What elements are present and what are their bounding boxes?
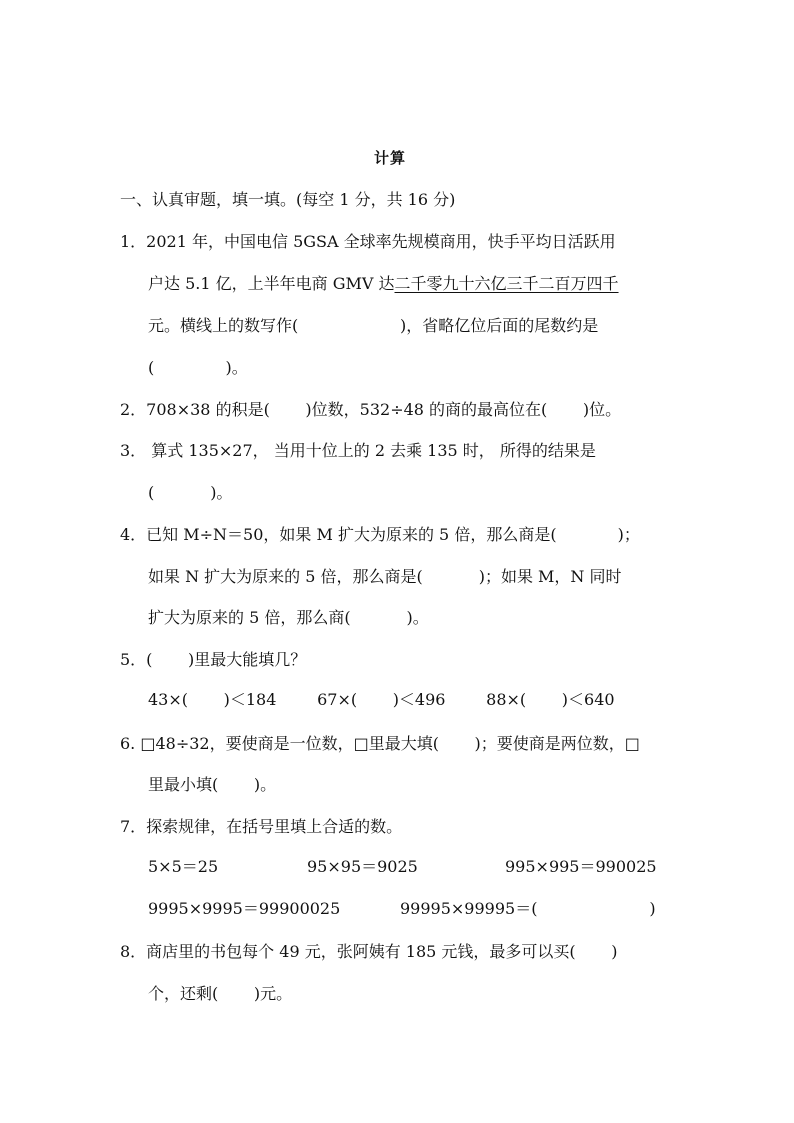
pattern-equation-4: 9995×9995＝99900025 [148, 899, 341, 918]
question-1-line-1: 1．2021 年，中国电信 5GSA 全球率先规模商用，快手平均日活跃用 [120, 232, 616, 251]
question-6-line-1: 6. □48÷32，要使商是一位数，□里最大填( )；要使商是两位数，□ [120, 734, 640, 753]
question-1-line-3: 元。横线上的数写作( )，省略亿位后面的尾数约是 [148, 316, 599, 335]
question-3-line-2: ( )。 [148, 483, 233, 502]
section-heading: 一、认真审题，填一填。(每空 1 分，共 16 分) [120, 190, 456, 209]
question-3-line-1: 3． 算式 135×27， 当用十位上的 2 去乘 135 时， 所得的结果是 [120, 441, 596, 460]
question-7-line-1: 7．探索规律，在括号里填上合适的数。 [120, 817, 403, 836]
question-2-line-1: 2．708×38 的积是( )位数，532÷48 的商的最高位在( )位。 [120, 400, 622, 419]
question-1-line-4: ( )。 [148, 358, 248, 377]
question-4-line-1: 4．已知 M÷N＝50，如果 M 扩大为原来的 5 倍，那么商是( )； [120, 525, 640, 544]
pattern-equation-5: 99995×99995＝( ) [400, 899, 656, 918]
page-title: 计算 [374, 149, 407, 167]
question-4-line-3: 扩大为原来的 5 倍，那么商( )。 [148, 608, 429, 627]
question-4-line-2: 如果 N 扩大为原来的 5 倍，那么商是( )；如果 M，N 同时 [148, 567, 622, 586]
question-8-line-2: 个，还剩( )元。 [148, 984, 293, 1003]
underlined-number-words: 二千零九十六亿三千二百万四千 [394, 274, 619, 293]
pattern-equation-2: 95×95＝9025 [307, 857, 418, 876]
question-1-line-2 [148, 274, 619, 294]
question-1-text: 户达 5.1 亿，上半年电商 GMV 达 [148, 274, 395, 293]
pattern-equation-3: 995×995＝990025 [505, 857, 657, 876]
question-5-line-2: 43×( )＜184 67×( )＜496 88×( )＜640 [148, 690, 615, 709]
question-6-line-2: 里最小填( )。 [148, 775, 277, 794]
question-8-line-1: 8．商店里的书包每个 49 元，张阿姨有 185 元钱，最多可以买( ) [120, 942, 618, 961]
question-5-line-1: 5．( )里最大能填几？ [120, 650, 307, 669]
pattern-equation-1: 5×5＝25 [148, 857, 219, 876]
